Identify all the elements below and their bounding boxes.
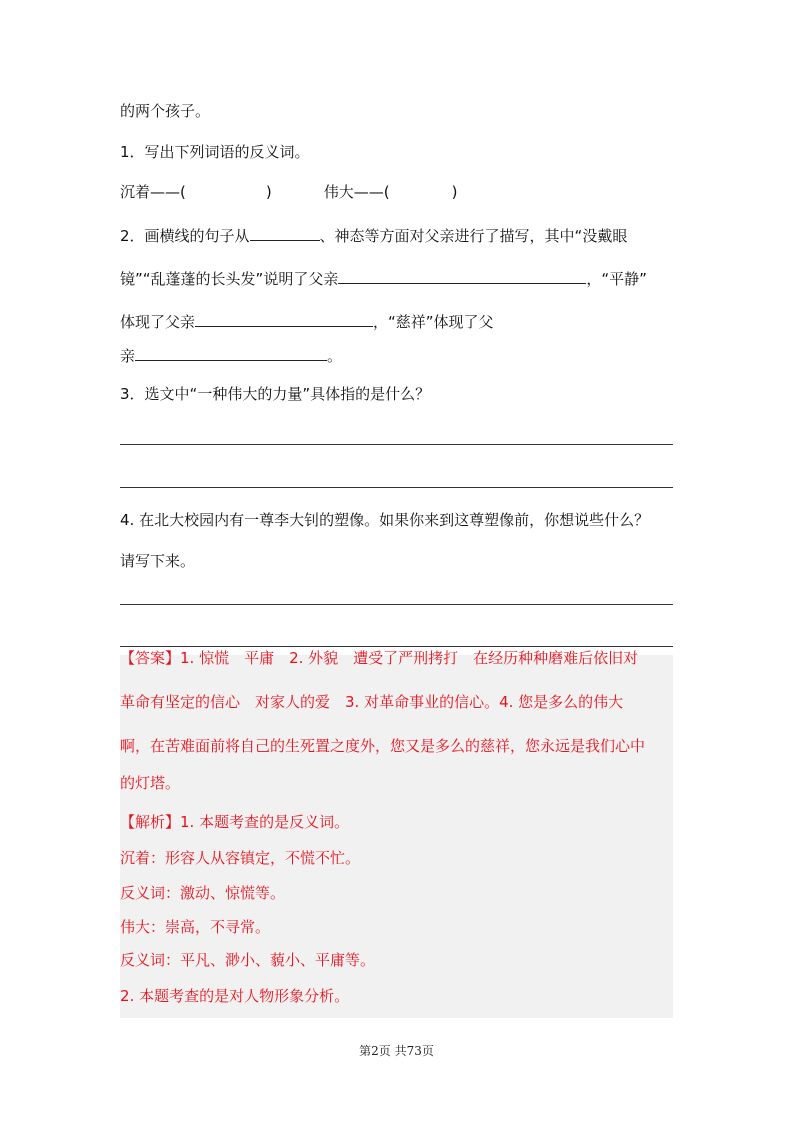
q1-word1: 沉着——(	[120, 183, 186, 201]
answer-line-text: 【答案】1. 惊慌 平庸 2. 外貌 遭受了严刑拷打 在经历种种磨难后依旧对	[120, 649, 639, 667]
q1-close2: )	[451, 183, 458, 201]
question-1-blanks	[120, 182, 457, 202]
analysis-line: 反义词：激动、惊慌等。	[120, 884, 286, 902]
blank[interactable]	[135, 346, 327, 361]
question-3: 3．选文中“一种伟大的力量”具体指的是什么？	[120, 385, 431, 403]
question-4-line2: 请写下来。	[120, 552, 196, 570]
answer-line-text: 啊，在苦难面前将自己的生死置之度外，您又是多么的慈祥，您永远是我们心中	[120, 737, 646, 755]
q2-text: ，“平静”	[586, 270, 647, 288]
q2-text: ，“慈祥”体现了父	[373, 313, 494, 331]
answer-line[interactable]	[120, 444, 673, 445]
q2-text: 。	[327, 347, 343, 365]
answer-line-text: 的灯塔。	[120, 774, 181, 792]
answer-line[interactable]	[120, 604, 673, 605]
analysis-line: 【解析】1. 本题考查的是反义词。	[120, 813, 350, 831]
question-1: 1．写出下列词语的反义词。	[120, 143, 310, 161]
answer-line[interactable]	[120, 646, 673, 647]
answer-line-text: 革命有坚定的信心 对家人的爱 3. 对革命事业的信心。4. 您是多么的伟大	[120, 693, 624, 711]
analysis-line: 沉着：形容人从容镇定，不慌不忙。	[120, 849, 361, 867]
q2-text: 体现了父亲	[120, 313, 196, 331]
answer-line[interactable]	[120, 487, 673, 488]
q2-text: 亲	[120, 347, 136, 365]
question-2-line4	[120, 346, 342, 366]
intro-tail: 的两个孩子。	[120, 102, 211, 120]
question-2-line3	[120, 312, 494, 332]
page-footer: 第2页 共73页	[359, 1044, 434, 1058]
q2-text: 、神态等方面对父亲进行了描写，其中“没戴眼	[319, 227, 628, 245]
analysis-line: 2. 本题考查的是对人物形象分析。	[120, 987, 350, 1005]
analysis-line: 反义词：平凡、渺小、藐小、平庸等。	[120, 951, 376, 969]
blank[interactable]	[195, 312, 373, 327]
blank[interactable]	[250, 226, 320, 241]
q2-text: 2．画横线的句子从	[120, 227, 250, 245]
question-2-line1	[120, 226, 627, 246]
q1-word2: 伟大——(	[323, 183, 390, 201]
question-2-line2	[120, 269, 647, 289]
blank[interactable]	[338, 269, 586, 284]
analysis-line: 伟大：崇高，不寻常。	[120, 918, 271, 936]
question-4-line1: 4. 在北大校园内有一尊李大钊的塑像。如果你来到这尊塑像前，你想说些什么？	[120, 511, 650, 529]
q1-close1: )	[265, 183, 272, 201]
q2-text: 镜”“乱蓬蓬的长头发”说明了父亲	[120, 270, 339, 288]
